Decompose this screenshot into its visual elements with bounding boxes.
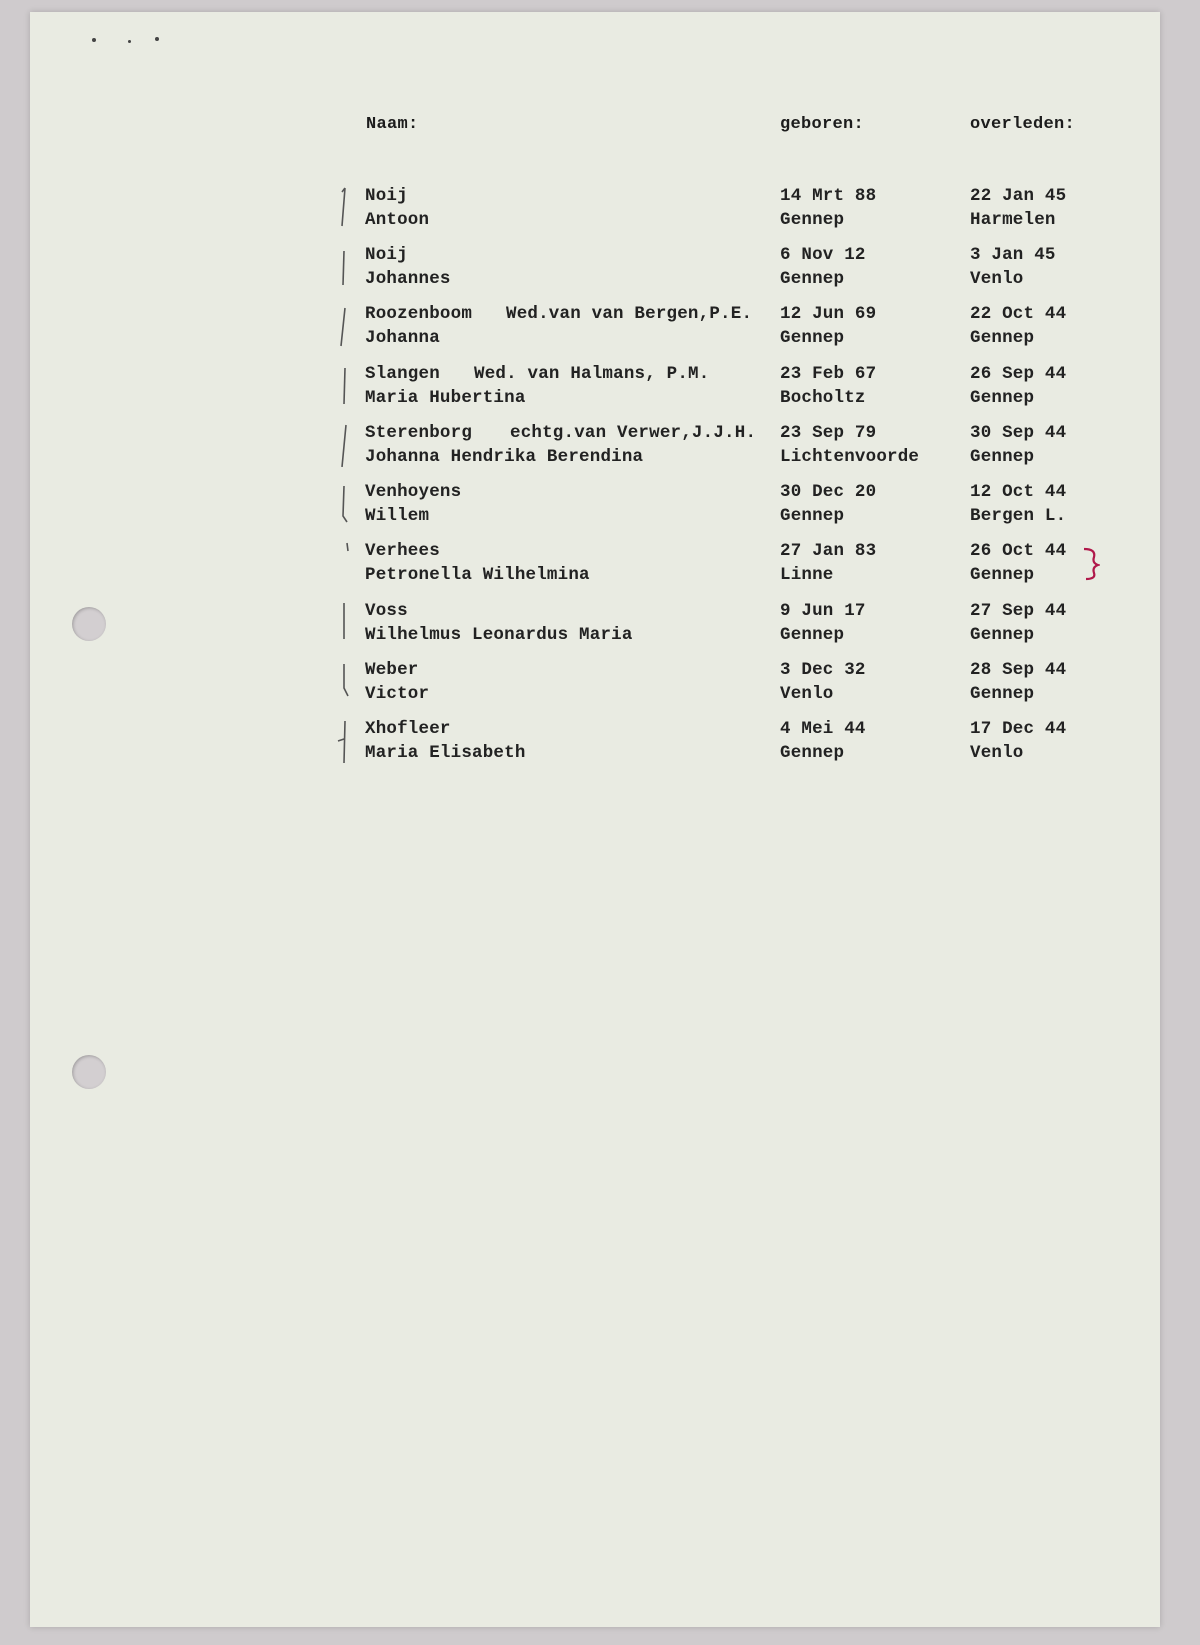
record-born-place: Gennep (780, 328, 845, 348)
pencil-tick-mark (336, 719, 350, 763)
record-given-name: Wilhelmus Leonardus Maria (365, 625, 633, 645)
record-born-date: 6 Nov 12 (780, 245, 866, 265)
record-died-place: Gennep (970, 328, 1035, 348)
record-row (30, 302, 1160, 352)
pencil-tick-mark (336, 423, 350, 467)
record-note: Wed. van Halmans, P.M. (474, 364, 710, 384)
paper-speck (155, 37, 159, 41)
record-row (30, 184, 1160, 234)
record-died-date: 3 Jan 45 (970, 245, 1056, 265)
record-died-date: 26 Oct 44 (970, 541, 1067, 561)
record-surname: Venhoyens (365, 482, 462, 502)
record-died-place: Gennep (970, 447, 1035, 467)
pencil-tick-mark (336, 304, 350, 348)
record-row (30, 599, 1160, 649)
paper-speck (92, 38, 96, 42)
record-born-place: Lichtenvoorde (780, 447, 920, 467)
record-died-place: Gennep (970, 684, 1035, 704)
header-born: geboren: (780, 115, 865, 134)
record-born-date: 30 Dec 20 (780, 482, 877, 502)
pencil-tick-mark (336, 245, 350, 289)
record-died-date: 12 Oct 44 (970, 482, 1067, 502)
pencil-tick-mark (336, 186, 350, 230)
record-born-date: 23 Feb 67 (780, 364, 877, 384)
record-died-place: Gennep (970, 625, 1035, 645)
header-name: Naam: (366, 115, 419, 134)
record-surname: Sterenborg (365, 423, 473, 443)
record-given-name: Maria Hubertina (365, 388, 526, 408)
record-surname: Voss (365, 601, 408, 621)
record-given-name: Victor (365, 684, 430, 704)
record-died-place: Harmelen (970, 210, 1056, 230)
record-row (30, 243, 1160, 293)
header-died: overleden: (970, 115, 1076, 134)
record-born-place: Gennep (780, 506, 845, 526)
record-born-place: Gennep (780, 625, 845, 645)
record-row (30, 480, 1160, 530)
paper-speck (128, 40, 131, 43)
record-given-name: Petronella Wilhelmina (365, 565, 590, 585)
record-surname: Noij (365, 186, 408, 206)
record-surname: Xhofleer (365, 719, 451, 739)
record-died-date: 22 Jan 45 (970, 186, 1067, 206)
record-surname: Slangen (365, 364, 440, 384)
record-died-date: 26 Sep 44 (970, 364, 1067, 384)
record-died-date: 22 Oct 44 (970, 304, 1067, 324)
record-surname: Noij (365, 245, 408, 265)
record-given-name: Johannes (365, 269, 451, 289)
record-born-place: Bocholtz (780, 388, 866, 408)
record-died-date: 27 Sep 44 (970, 601, 1067, 621)
record-given-name: Johanna (365, 328, 440, 348)
punch-hole-bottom (72, 1055, 106, 1089)
record-born-date: 9 Jun 17 (780, 601, 866, 621)
record-row (30, 658, 1160, 708)
pencil-tick-mark (336, 660, 350, 704)
record-surname: Weber (365, 660, 419, 680)
record-row (30, 717, 1160, 767)
record-died-date: 17 Dec 44 (970, 719, 1067, 739)
record-given-name: Johanna Hendrika Berendina (365, 447, 644, 467)
record-died-place: Venlo (970, 743, 1024, 763)
record-born-place: Gennep (780, 743, 845, 763)
record-born-place: Venlo (780, 684, 834, 704)
record-given-name: Willem (365, 506, 430, 526)
pencil-tick-mark (336, 601, 350, 645)
record-given-name: Antoon (365, 210, 430, 230)
record-born-date: 3 Dec 32 (780, 660, 866, 680)
record-born-date: 27 Jan 83 (780, 541, 877, 561)
record-row (30, 421, 1160, 471)
record-given-name: Maria Elisabeth (365, 743, 526, 763)
pencil-tick-mark (336, 482, 350, 526)
record-born-place: Linne (780, 565, 834, 585)
record-died-date: 30 Sep 44 (970, 423, 1067, 443)
record-died-place: Bergen L. (970, 506, 1067, 526)
record-surname: Roozenboom (365, 304, 473, 324)
document-sheet (30, 12, 1160, 1627)
pencil-tick-mark (336, 541, 350, 585)
record-born-date: 14 Mrt 88 (780, 186, 877, 206)
record-note: echtg.van Verwer,J.J.H. (510, 423, 757, 443)
record-died-place: Venlo (970, 269, 1024, 289)
record-born-place: Gennep (780, 210, 845, 230)
record-born-date: 23 Sep 79 (780, 423, 877, 443)
record-died-date: 28 Sep 44 (970, 660, 1067, 680)
record-born-place: Gennep (780, 269, 845, 289)
record-born-date: 4 Mei 44 (780, 719, 866, 739)
record-note: Wed.van van Bergen,P.E. (506, 304, 753, 324)
pencil-tick-mark (336, 364, 350, 408)
record-died-place: Gennep (970, 388, 1035, 408)
record-row (30, 362, 1160, 412)
record-surname: Verhees (365, 541, 440, 561)
record-row (30, 539, 1160, 589)
record-born-date: 12 Jun 69 (780, 304, 877, 324)
record-died-place: Gennep (970, 565, 1035, 585)
red-bracket-mark (1082, 547, 1100, 581)
